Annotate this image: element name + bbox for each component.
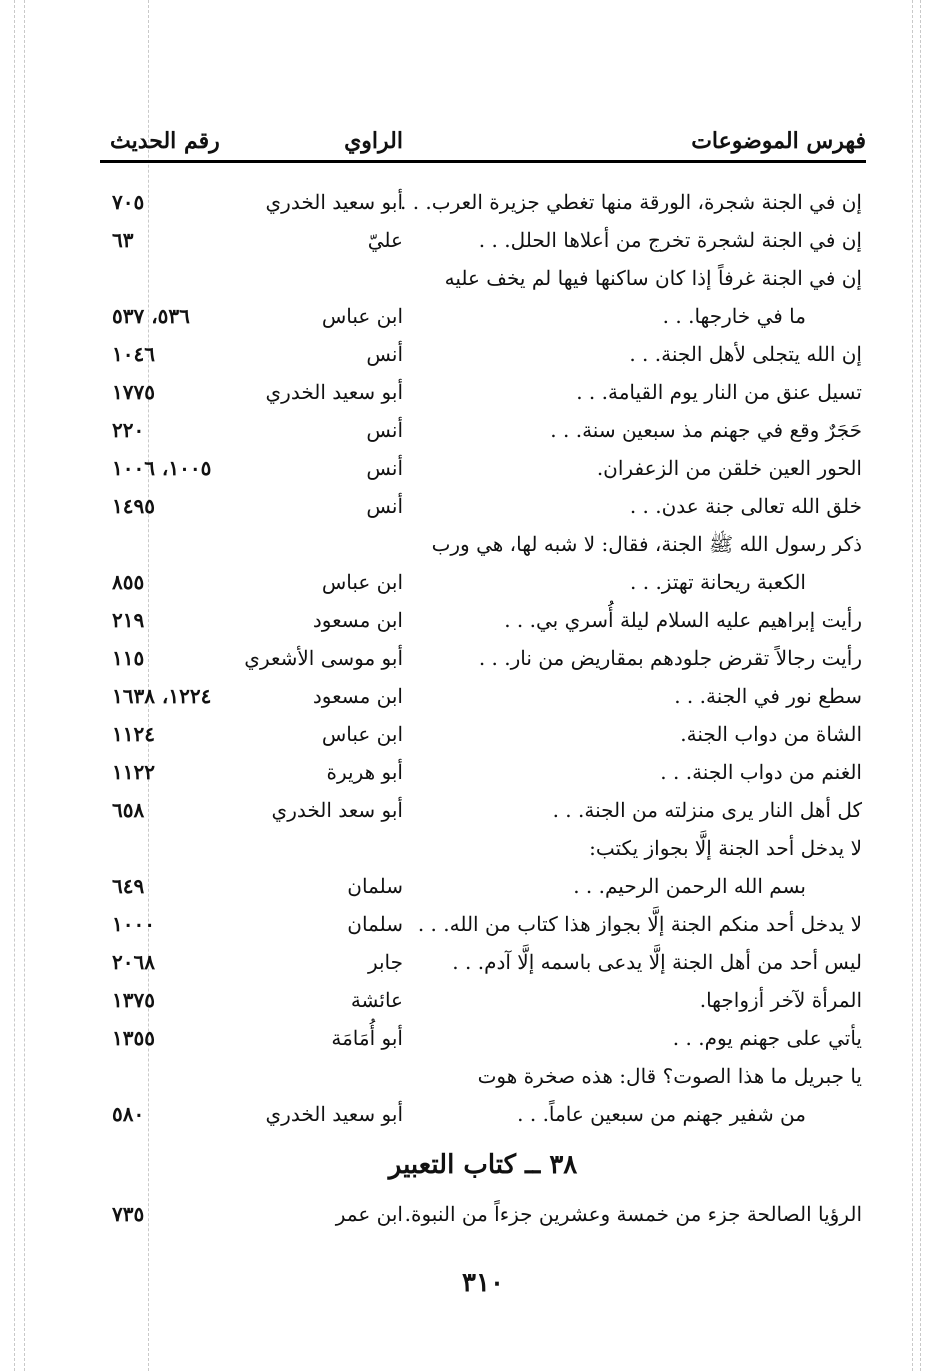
row-number: ٦٤٩ <box>112 874 145 898</box>
table-row <box>100 984 866 1022</box>
margin-guide-left-2 <box>24 0 25 1371</box>
table-row <box>100 642 866 680</box>
row-topic: يأتي على جهنم يوم. . . <box>672 1026 862 1050</box>
table-row <box>100 262 866 300</box>
row-number: ٢٢٠ <box>112 418 145 442</box>
margin-guide-right-1 <box>912 0 913 1371</box>
row-number: ١١٢٢ <box>112 760 155 784</box>
margin-guide-right-2 <box>920 0 921 1371</box>
row-narrator: أبو أُمَامَة <box>331 1026 403 1050</box>
table-row <box>100 1198 866 1236</box>
row-topic: خلق الله تعالى جنة عدن. . . <box>629 494 862 518</box>
row-narrator: ابن عمر <box>335 1202 403 1226</box>
row-number: ٧٣٥ <box>112 1202 145 1226</box>
table-row <box>100 186 866 224</box>
row-number: ١٤٩٥ <box>112 494 155 518</box>
table-row <box>100 1060 866 1098</box>
table-row <box>100 452 866 490</box>
row-narrator: عليّ <box>367 228 403 252</box>
row-number: ١٣٧٥ <box>112 988 155 1012</box>
row-number: ١٣٥٥ <box>112 1026 155 1050</box>
table-row <box>100 566 866 604</box>
table-row <box>100 414 866 452</box>
row-number: ١٠٤٦ <box>112 342 155 366</box>
row-number: ٧٠٥ <box>112 190 145 214</box>
row-topic: لا يدخل أحد الجنة إلَّا بجواز يكتب: <box>589 836 862 860</box>
table-row <box>100 946 866 984</box>
row-narrator: أبو سعد الخدري <box>271 798 403 822</box>
table-row <box>100 680 866 718</box>
margin-guide-left-1 <box>14 0 15 1371</box>
table-row <box>100 1022 866 1060</box>
header-hadith-number: رقم الحديث <box>110 128 220 154</box>
row-narrator: ابن عباس <box>321 304 403 328</box>
table-row <box>100 832 866 870</box>
row-narrator: أبو سعيد الخدري <box>265 380 403 404</box>
row-topic: ذكر رسول الله ﷺ الجنة، فقال: لا شبه لها، هي ورب <box>431 532 862 556</box>
index-page <box>100 0 866 1371</box>
row-topic: رأيت إبراهيم عليه السلام ليلة أُسري بي. . . <box>504 608 862 632</box>
row-topic: يا جبريل ما هذا الصوت؟ قال: هذه صخرة هوت <box>477 1064 862 1088</box>
table-row <box>100 794 866 832</box>
row-narrator: أنس <box>366 456 403 480</box>
row-narrator: أبو هريرة <box>326 760 403 784</box>
row-number: ١١٥ <box>112 646 145 670</box>
row-narrator: أنس <box>366 342 403 366</box>
row-narrator: أبو موسى الأشعري <box>244 646 403 670</box>
row-narrator: أنس <box>366 418 403 442</box>
row-narrator: ابن مسعود <box>312 684 403 708</box>
row-number: ٦٥٨ <box>112 798 145 822</box>
header-narrator: الراوي <box>344 128 403 154</box>
row-narrator: ابن مسعود <box>312 608 403 632</box>
row-narrator: عائشة <box>350 988 403 1012</box>
row-number: ٦٣ <box>112 228 134 252</box>
page-number: ٣١٠ <box>462 1268 504 1298</box>
row-topic: الشاة من دواب الجنة. <box>680 722 862 746</box>
row-narrator: جابر <box>367 950 403 974</box>
table-row <box>100 224 866 262</box>
row-number: ١١٢٤ <box>112 722 155 746</box>
table-header <box>100 128 866 158</box>
row-topic: إن في الجنة شجرة، الورقة منها تغطي جزيرة العرب. . . <box>400 190 862 214</box>
header-topic: فهرس الموضوعات <box>691 128 866 154</box>
table-row <box>100 338 866 376</box>
row-narrator: سلمان <box>347 874 403 898</box>
row-topic: إن في الجنة غرفاً إذا كان ساكنها فيها لم يخف عليه <box>444 266 862 290</box>
row-narrator: أبو سعيد الخدري <box>265 1102 403 1126</box>
row-topic: إن في الجنة لشجرة تخرج من أعلاها الحلل. . . <box>478 228 862 252</box>
row-number: ٥٣٦، ٥٣٧ <box>112 304 190 328</box>
table-row <box>100 870 866 908</box>
row-topic: الكعبة ريحانة تهتز. . . <box>630 570 806 594</box>
row-topic: كل أهل النار يرى منزلته من الجنة. . . <box>552 798 862 822</box>
row-number: ٢١٩ <box>112 608 145 632</box>
row-narrator: سلمان <box>347 912 403 936</box>
row-topic: سطع نور في الجنة. . . <box>674 684 862 708</box>
table-row <box>100 604 866 642</box>
table-row <box>100 300 866 338</box>
table-row <box>100 718 866 756</box>
row-number: ١٠٠٠ <box>112 912 155 936</box>
table-row <box>100 1098 866 1136</box>
section-title: ٣٨ ــ كتاب التعبير <box>388 1150 578 1180</box>
row-topic: تسيل عنق من النار يوم القيامة. . . <box>576 380 862 404</box>
row-narrator: ابن عباس <box>321 570 403 594</box>
row-number: ١٧٧٥ <box>112 380 155 404</box>
row-topic: رأيت رجالاً تقرض جلودهم بمقاريض من نار. . . <box>478 646 862 670</box>
row-number: ٥٨٠ <box>112 1102 145 1126</box>
row-narrator: أبو سعيد الخدري <box>265 190 403 214</box>
table-row <box>100 490 866 528</box>
row-number: ١٢٢٤، ١٦٣٨ <box>112 684 212 708</box>
table-row <box>100 756 866 794</box>
row-narrator: ابن عباس <box>321 722 403 746</box>
row-topic: الغنم من دواب الجنة. . . <box>660 760 862 784</box>
row-narrator: أنس <box>366 494 403 518</box>
row-topic: من شفير جهنم من سبعين عاماً. . . <box>517 1102 806 1126</box>
row-topic: المرأة لآخر أزواجها. <box>699 988 862 1012</box>
row-topic: حَجَرٌ وقع في جهنم مذ سبعين سنة. . . <box>550 418 862 442</box>
header-rule <box>100 160 866 163</box>
table-row <box>100 908 866 946</box>
row-topic: لا يدخل أحد منكم الجنة إلَّا بجواز هذا كتاب من الله. . . <box>417 912 862 936</box>
table-row <box>100 376 866 414</box>
table-row <box>100 528 866 566</box>
row-number: ٢٠٦٨ <box>112 950 155 974</box>
row-topic: ليس أحد من أهل الجنة إلَّا يدعى باسمه إلَّا آدم. . . <box>452 950 862 974</box>
row-topic: إن الله يتجلى لأهل الجنة. . . <box>629 342 862 366</box>
row-topic: الحور العين خلقن من الزعفران. <box>596 456 862 480</box>
row-topic: ما في خارجها. . . <box>662 304 806 328</box>
row-number: ٨٥٥ <box>112 570 145 594</box>
row-topic: الرؤيا الصالحة جزء من خمسة وعشرين جزءاً من النبوة. <box>404 1202 862 1226</box>
row-topic: بسم الله الرحمن الرحيم. . . <box>573 874 806 898</box>
row-number: ١٠٠٥، ١٠٠٦ <box>112 456 212 480</box>
